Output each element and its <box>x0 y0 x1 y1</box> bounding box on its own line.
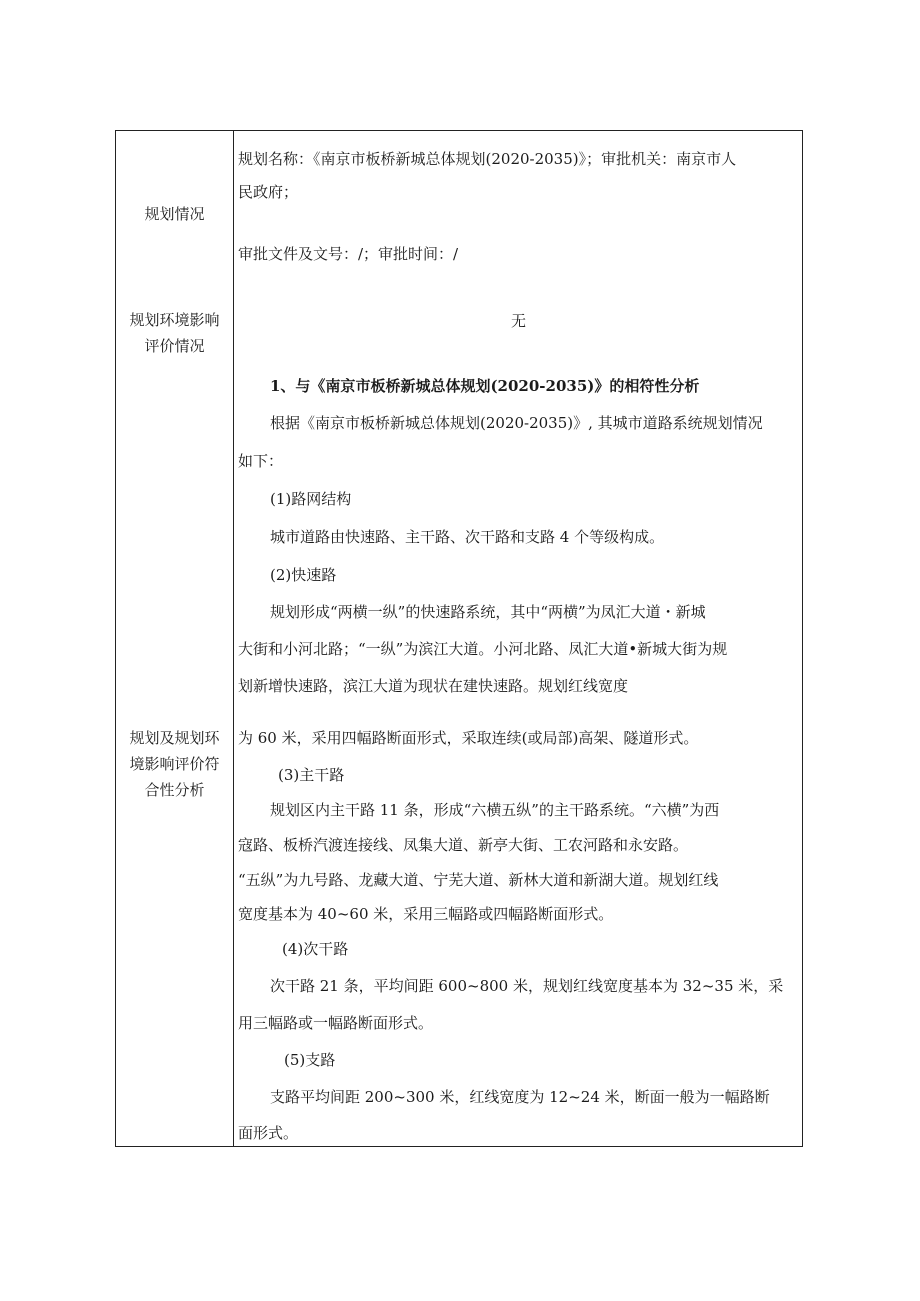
paragraph-line: 规划区内主干路 11 条，形成“六横五纵”的主干路系统。“六横”为西 <box>270 801 720 819</box>
label-line: 规划及规划环 <box>129 729 220 747</box>
label-compliance-analysis <box>116 725 233 803</box>
subheading-expressway: (2)快速路 <box>270 566 337 584</box>
approval-document-line: 审批文件及文号：/；审批时间：/ <box>238 245 459 263</box>
paragraph-line: 规划形成“两横一纵”的快速路系统，其中“两横”为凤汇大道・新城 <box>270 603 706 621</box>
paragraph-line: 如下： <box>238 452 284 470</box>
label-planning-status <box>116 201 233 227</box>
subheading-secondary-road: (4)次干路 <box>282 940 349 958</box>
eia-value: 无 <box>511 312 527 330</box>
paragraph-line: 次干路 21 条，平均间距 600~800 米，规划红线宽度基本为 32~35 米，采 <box>270 977 784 995</box>
paragraph-line: 支路平均间距 200~300 米，红线宽度为 12~24 米，断面一般为一幅路断 <box>270 1088 770 1106</box>
paragraph-line: 宽度基本为 40~60 米，采用三幅路或四幅路断面形式。 <box>238 905 614 923</box>
column-divider <box>233 131 234 1146</box>
subheading-road-network: (1)路网结构 <box>270 490 352 508</box>
paragraph-line: 用三幅路或一幅路断面形式。 <box>238 1014 434 1032</box>
paragraph-line: 城市道路由快速路、主干路、次干路和支路 4 个等级构成。 <box>270 528 665 546</box>
paragraph-line: “五纵”为九号路、龙藏大道、宁芜大道、新林大道和新湖大道。规划红线 <box>238 871 719 889</box>
subheading-branch-road: (5)支路 <box>284 1051 336 1069</box>
paragraph-line: 寇路、板桥汽渡连接线、凤集大道、新亭大街、工农河路和永安路。 <box>238 836 689 854</box>
label-line: 合性分析 <box>144 781 205 799</box>
subheading-arterial: (3)主干路 <box>278 766 345 784</box>
paragraph-line: 大街和小河北路；“一纵”为滨江大道。小河北路、凤汇大道•新城大街为规 <box>238 640 728 658</box>
label-line: 规划环境影响 <box>129 311 220 329</box>
paragraph-line: 根据《南京市板桥新城总体规划(2020-2035)》, 其城市道路系统规划情况 <box>270 414 763 432</box>
label-line: 评价情况 <box>144 337 205 355</box>
label-eia-status <box>116 307 233 359</box>
label-planning-status-text: 规划情况 <box>144 205 205 223</box>
label-line: 境影响评价符 <box>129 755 220 773</box>
planning-name-line-cont: 民政府； <box>238 183 299 201</box>
document-table <box>115 130 803 1147</box>
paragraph-line: 为 60 米，采用四幅路断面形式，采取连续(或局部)高架、隧道形式。 <box>238 729 699 747</box>
section-heading: 1、与《南京市板桥新城总体规划(2020-2035)》的相符性分析 <box>270 377 700 395</box>
paragraph-line: 划新增快速路，滨江大道为现状在建快速路。规划红线宽度 <box>238 677 629 695</box>
planning-name-line: 规划名称：《南京市板桥新城总体规划(2020-2035)》；审批机关：南京市人 <box>238 150 737 168</box>
paragraph-line: 面形式。 <box>238 1124 299 1142</box>
